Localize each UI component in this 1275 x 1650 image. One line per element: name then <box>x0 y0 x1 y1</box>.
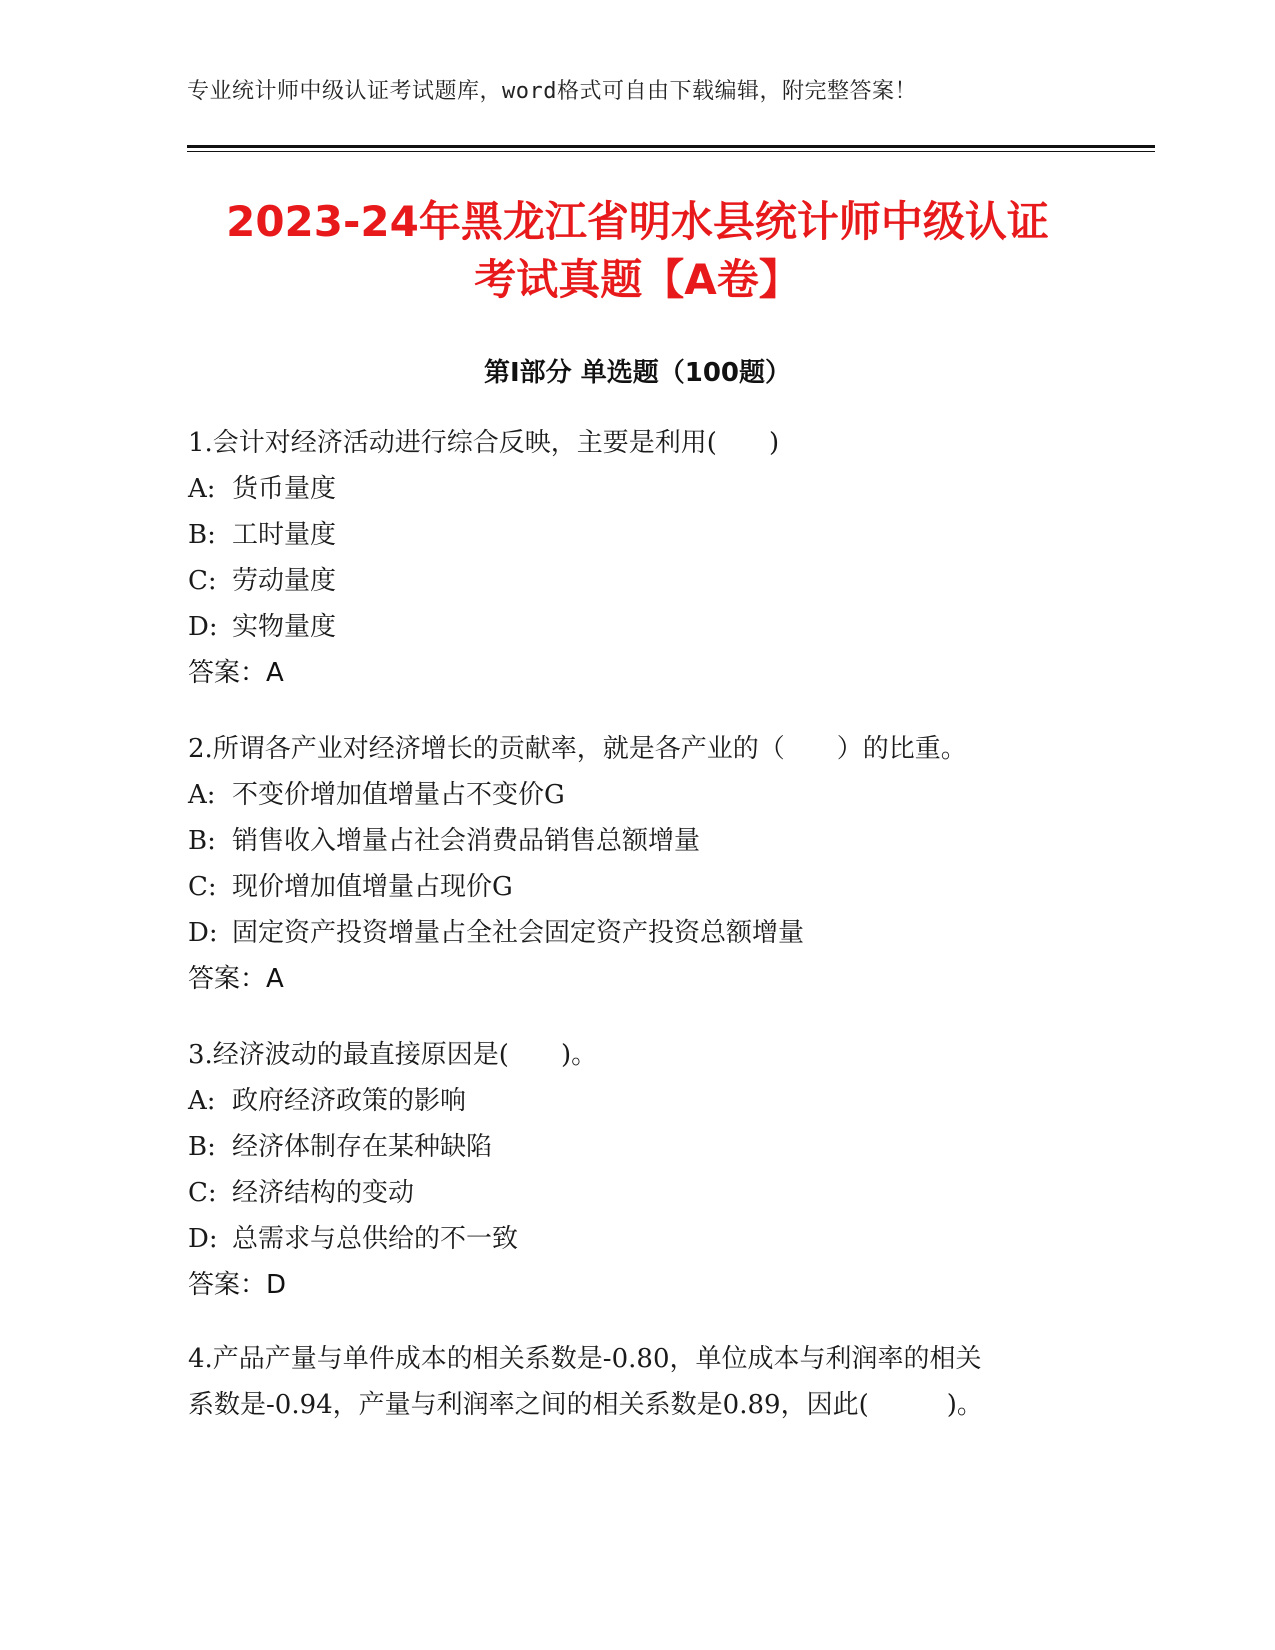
option-letter: C: <box>188 872 217 902</box>
answer: 答案：A <box>188 964 284 994</box>
option-letter: A: <box>188 474 216 504</box>
option-text: 政府经济政策的影响 <box>232 1086 467 1116</box>
question-stem: 1.会计对经济活动进行综合反映，主要是利用( ) <box>188 428 780 458</box>
option-text: 货币量度 <box>232 474 337 504</box>
document-title <box>150 193 1125 309</box>
option-b <box>188 818 1088 864</box>
option-a <box>188 1078 1088 1124</box>
title-line-1: 2023-24年黑龙江省明水县统计师中级认证 <box>226 197 1049 246</box>
option-d <box>188 1216 1088 1262</box>
option-letter: D: <box>188 918 218 948</box>
header-rule-thin <box>187 151 1155 152</box>
question-1 <box>188 420 1088 696</box>
option-text: 总需求与总供给的不一致 <box>232 1224 519 1254</box>
question-stem: 2.所谓各产业对经济增长的贡献率，就是各产业的（ ）的比重。 <box>188 734 967 764</box>
option-c <box>188 1170 1088 1216</box>
option-letter: B: <box>188 826 216 856</box>
option-d <box>188 910 1088 956</box>
option-text: 劳动量度 <box>232 566 337 596</box>
option-letter: B: <box>188 520 216 550</box>
option-text: 经济结构的变动 <box>232 1178 415 1208</box>
answer: 答案：A <box>188 658 284 688</box>
option-letter: C: <box>188 1178 217 1208</box>
option-letter: A: <box>188 1086 216 1116</box>
option-text: 不变价增加值增量占不变价G <box>232 780 565 810</box>
option-letter: D: <box>188 1224 218 1254</box>
option-a <box>188 772 1088 818</box>
option-text: 实物量度 <box>232 612 337 642</box>
option-c <box>188 864 1088 910</box>
question-stem-line-2: 系数是-0.94，产量与利润率之间的相关系数是0.89，因此( )。 <box>188 1390 983 1420</box>
option-letter: A: <box>188 780 216 810</box>
question-4 <box>188 1336 1088 1428</box>
option-text: 工时量度 <box>232 520 337 550</box>
question-2 <box>188 726 1088 1002</box>
option-b <box>188 1124 1088 1170</box>
question-3 <box>188 1032 1088 1308</box>
section-heading: 第Ⅰ部分 单选题（100题） <box>484 358 791 388</box>
option-b <box>188 512 1088 558</box>
header-note: 专业统计师中级认证考试题库，word格式可自由下载编辑，附完整答案！ <box>187 79 917 104</box>
header-rule-thick <box>187 145 1155 148</box>
option-text: 现价增加值增量占现价G <box>232 872 513 902</box>
title-line-2: 考试真题【A卷】 <box>474 255 801 304</box>
option-c <box>188 558 1088 604</box>
option-a <box>188 466 1088 512</box>
question-stem-line-1: 4.产品产量与单件成本的相关系数是-0.80，单位成本与利润率的相关 <box>188 1344 982 1374</box>
option-letter: C: <box>188 566 217 596</box>
question-stem: 3.经济波动的最直接原因是( )。 <box>188 1040 598 1070</box>
option-text: 销售收入增量占社会消费品销售总额增量 <box>232 826 701 856</box>
option-text: 固定资产投资增量占全社会固定资产投资总额增量 <box>232 918 805 948</box>
answer: 答案：D <box>188 1270 287 1300</box>
option-letter: B: <box>188 1132 216 1162</box>
option-text: 经济体制存在某种缺陷 <box>232 1132 493 1162</box>
option-d <box>188 604 1088 650</box>
option-letter: D: <box>188 612 218 642</box>
